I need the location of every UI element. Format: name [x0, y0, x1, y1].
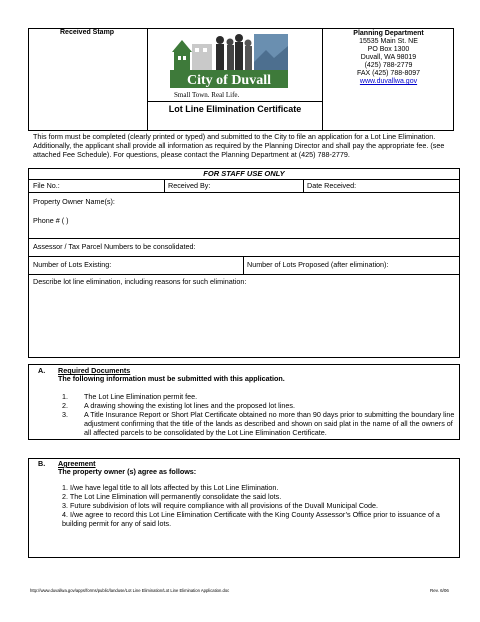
city-logo-graphic: [170, 32, 288, 100]
section-b-subtitle: The property owner (s) agree as follows:: [58, 467, 197, 476]
staff-bottom-line: [28, 192, 460, 193]
form-title: Lot Line Elimination Certificate: [168, 104, 302, 114]
describe-label: Describe lot line elimination, including reasons for such elimination:: [33, 277, 247, 286]
section-b-item: 4. I/we agree to record this Lot Line Elimination Certificate with the King County Assessor’s Office prior to issuance of a building permit for any of said lots.: [62, 510, 440, 528]
section-b-item: 1. I/we have legal title to all lots affected by this Lot Line Elimination.: [62, 483, 279, 492]
department-line: Duvall, WA 98019: [360, 54, 417, 61]
section-a-title: Required Documents: [58, 366, 131, 375]
department-name: Planning Department: [353, 30, 424, 37]
staff-title: FOR STAFF USE ONLY: [203, 169, 285, 178]
section-a-item-num: 2.: [62, 401, 68, 410]
lots-existing-label: Number of Lots Existing:: [33, 260, 112, 269]
section-b-item: 2. The Lot Line Elimination will permanently consolidate the said lots.: [62, 492, 282, 501]
section-b-title: Agreement: [58, 459, 96, 468]
department-website-link[interactable]: www.duvallwa.gov: [359, 78, 418, 85]
footer-revision: Rev. 6/06: [430, 588, 449, 593]
lots-proposed-label: Number of Lots Proposed (after elimination):: [247, 260, 389, 269]
header-divider-left: [147, 28, 148, 131]
footer-path: http://www.duvallwa.gov/apps/forms/public/landuse/Lot Line Elimination/Lot Line Elimination Application.doc: [30, 588, 230, 593]
section-a-item-num: 3.: [62, 410, 68, 419]
section-a-letter: A.: [38, 366, 46, 375]
section-a-item: A Title Insurance Report or Short Plat Certificate obtained no more than 90 days prior to submitting the boundary line adjustment confirming that the title of the lands as described and shown on said plat in the name of all the owners of all affected parcels to be consolidated by the Lot Line Elimination Certificate.: [84, 410, 455, 437]
section-b-item: 3. Future subdivision of lots will require compliance with all provisions of the Duvall Municipal Code.: [62, 501, 378, 510]
department-line: PO Box 1300: [367, 46, 410, 53]
section-b-letter: B.: [38, 459, 46, 468]
section-a-subtitle: The following information must be submitted with this application.: [58, 374, 285, 383]
section-a-item-num: 1.: [62, 392, 68, 401]
row-line: [28, 238, 460, 239]
row-line: [28, 256, 460, 257]
file-no-label: File No.:: [33, 181, 60, 190]
logo-tagline: Small Town. Real Life.: [174, 91, 240, 99]
city-logo: [170, 32, 288, 100]
staff-col-divider: [164, 179, 165, 192]
received-by-label: Received By:: [168, 181, 211, 190]
department-address: [323, 30, 454, 86]
lots-col-divider: [243, 256, 244, 274]
received-stamp-label: Received Stamp: [60, 29, 115, 36]
date-received-label: Date Received:: [307, 181, 357, 190]
department-line: 15535 Main St. NE: [359, 38, 418, 45]
logo-wordmark: City of Duvall: [187, 73, 271, 88]
section-a-item: A drawing showing the existing lot lines and the proposed lot lines.: [84, 401, 295, 410]
staff-row-line: [28, 179, 460, 180]
parcel-numbers-label: Assessor / Tax Parcel Numbers to be consolidated:: [33, 242, 196, 251]
phone-label: Phone # ( ): [33, 216, 69, 225]
staff-col-divider: [303, 179, 304, 192]
header-divider-bottom: [147, 101, 323, 102]
owner-name-label: Property Owner Name(s):: [33, 197, 115, 206]
section-a-item: The Lot Line Elimination permit fee.: [84, 392, 198, 401]
department-line: FAX (425) 788-8097: [356, 70, 421, 77]
department-line: (425) 788-2779: [364, 62, 413, 69]
intro-paragraph: This form must be completed (clearly printed or typed) and submitted to the City to file an application for a Lot Line Elimination. Additionally, the applicant shall provide all information as required by the Planning Director and shall pay the appropriate fee. (see attached Fee Schedule). For questions, please contact the Planning Department at (425) 788-2779.: [33, 132, 445, 160]
row-line: [28, 274, 460, 275]
